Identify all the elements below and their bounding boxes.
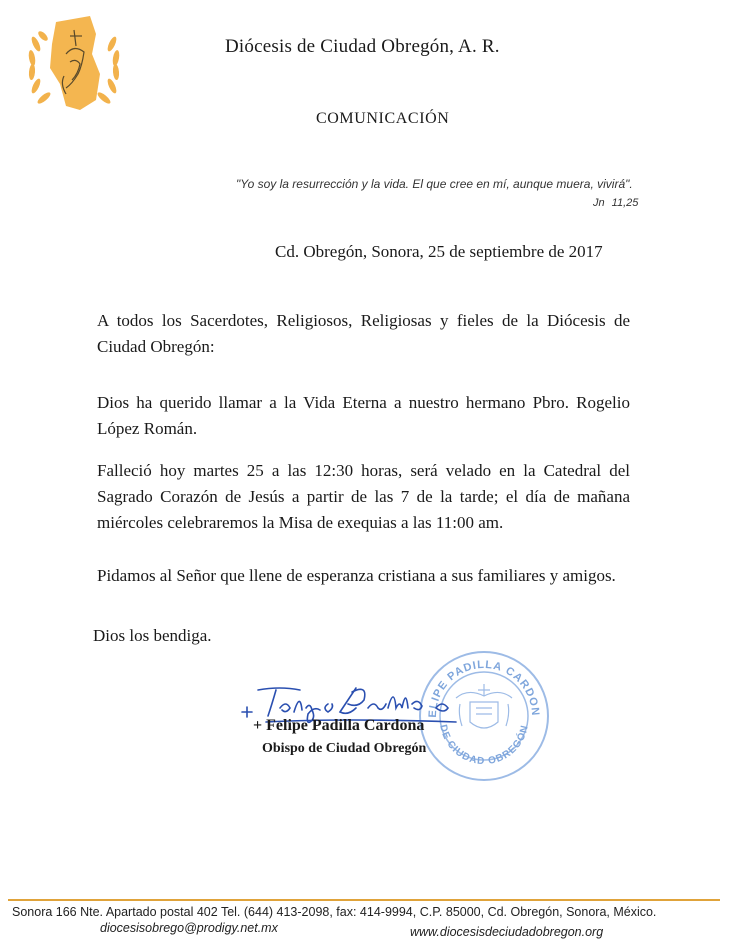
footer-address: Sonora 166 Nte. Apartado postal 402 Tel. (644) 413-2098, fax: 414-9994, C.P. 85000, Cd. Obregón, Sonora, México. <box>12 905 657 919</box>
epigraph-quote: "Yo soy la resurrección y la vida. El que cree en mí, aunque muera, vivirá". <box>236 177 633 191</box>
svg-text:DE CIUDAD OBREGÓN <box>437 724 531 767</box>
closing-line: Dios los bendiga. <box>93 626 212 645</box>
footer-divider <box>8 899 720 901</box>
funeral-details-paragraph: Falleció hoy martes 25 a las 12:30 horas, será velado en la Catedral del Sagrado Corazón de Jesús a partir de las 7 de la tarde; el día de mañana miércoles celebraremos la Misa de exequias a las 11:00 am. <box>97 461 630 532</box>
diocese-crest-icon <box>26 14 122 114</box>
signer-name: + Felipe Padilla Cardona <box>253 717 425 734</box>
seal-top-text: ELIPE PADILLA CARDON <box>426 658 542 718</box>
place-and-date: Cd. Obregón, Sonora, 25 de septiembre de 2017 <box>275 242 603 261</box>
footer-website-link[interactable]: www.diocesisdeciudadobregon.org <box>410 925 604 939</box>
org-name: Diócesis de Ciudad Obregón, A. R. <box>225 36 500 57</box>
epigraph-reference: Jn 11,25 <box>593 197 639 209</box>
greeting-paragraph: A todos los Sacerdotes, Religiosos, Religiosas y fieles de la Diócesis de Ciudad Obregón: <box>97 311 630 356</box>
announcement-paragraph: Dios ha querido llamar a la Vida Eterna a nuestro hermano Pbro. Rogelio López Román. <box>97 393 630 438</box>
prayer-paragraph: Pidamos al Señor que llene de esperanza cristiana a sus familiares y amigos. <box>97 566 616 585</box>
seal-bottom-text: DE CIUDAD OBREGÓN <box>437 723 531 768</box>
footer-email-link[interactable]: diocesisobrego@prodigy.net.mx <box>100 921 278 935</box>
document-title: COMUNICACIÓN <box>316 110 450 127</box>
signer-title: Obispo de Ciudad Obregón <box>262 741 427 756</box>
